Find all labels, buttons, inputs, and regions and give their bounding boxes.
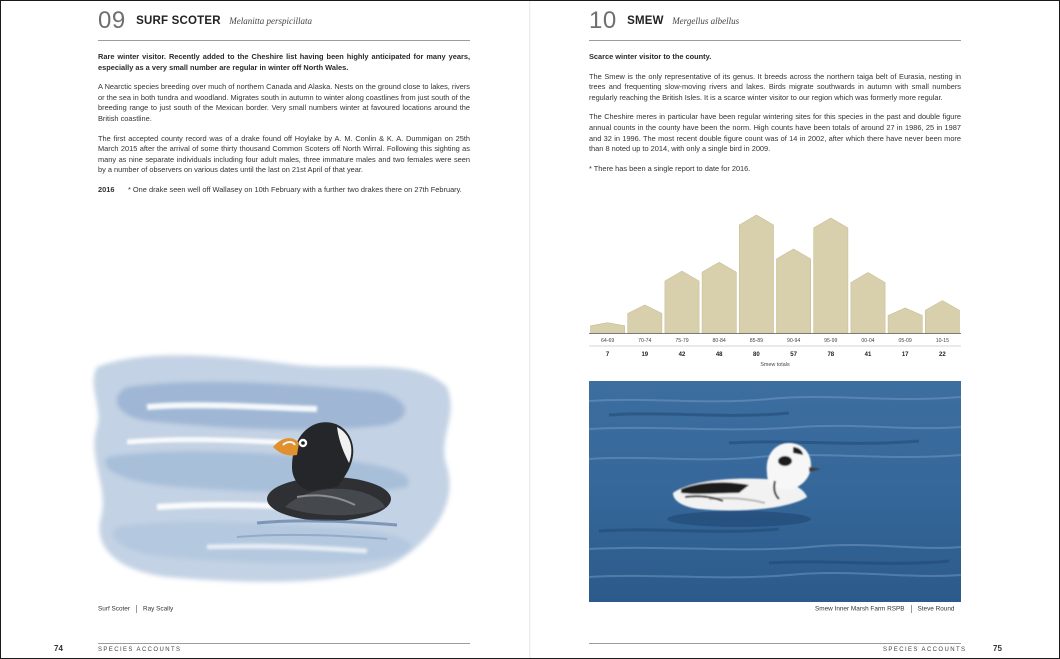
data-label: 17 (901, 352, 909, 358)
scientific-name: Mergellus albellus (672, 16, 740, 26)
page-number: 74 (54, 644, 63, 653)
paragraph: A Nearctic species breeding over much of northern Canada and Alaska. Nests on the ground close to lakes, rivers or the sea in both tundra and woodland. Migrates south in autumn to winter along coastlines from just south of the breeding range to just south of the Mexican border. Very small numbers winter at favoured locations around the British coastline. (98, 82, 470, 123)
x-tick-label: 90-94 (786, 338, 801, 344)
paragraph: The first accepted county record was of a drake found off Hoylake by A. M. Conlin & K. A. Dummigan on 25th March 2015 after the arrival of some thirty thousand Common Scoters off North Wirral. Following this sighting as many as nine separate individuals including four adult males, three immature males and two females were seen by a number of observers on various dates until the last on 21st April of that year. (98, 133, 470, 175)
header-rule (98, 40, 470, 41)
x-tick-label: 75-79 (675, 338, 689, 344)
smew-totals-chart (589, 209, 961, 369)
x-tick-label: 95-99 (824, 338, 838, 344)
species-text (589, 52, 961, 183)
data-label: 78 (827, 352, 835, 358)
caption-separator (911, 605, 912, 613)
x-tick-label: 70-74 (638, 338, 652, 344)
running-footer: SPECIES ACCOUNTS (883, 647, 967, 653)
chart-bar (628, 305, 662, 333)
x-tick-label: 80-84 (712, 338, 726, 344)
caption-species: Smew (815, 605, 833, 613)
running-footer: SPECIES ACCOUNTS (98, 647, 182, 653)
chart-bar (590, 323, 624, 333)
species-number: 09 (98, 7, 126, 34)
caption-species: Surf Scoter (98, 605, 130, 613)
status-summary: Scarce winter visitor to the county. (589, 52, 712, 61)
chart-bar (739, 215, 773, 333)
image-caption (98, 605, 173, 613)
chart-bar (814, 218, 848, 333)
data-label: 22 (939, 352, 946, 358)
chart-bar (665, 271, 699, 333)
status-summary: Rare winter visitor. Recently added to the Cheshire list having been highly anticipated for many years, especially as a very small number are regular in winter off North Wales. (98, 52, 470, 72)
image-caption (815, 605, 954, 613)
x-tick-label: 85-89 (749, 338, 764, 344)
species-name: SURF SCOTER (136, 15, 221, 27)
record-entry (98, 185, 470, 196)
chart-bar (702, 262, 736, 333)
species-header (589, 7, 739, 39)
chart-bar (851, 273, 885, 333)
bar-chart (589, 209, 961, 369)
data-label: 48 (715, 352, 723, 358)
data-label: 57 (790, 352, 797, 358)
left-page (1, 1, 529, 658)
x-axis-label: Smew totals (760, 362, 790, 368)
caption-credit: Ray Scally (142, 605, 174, 613)
x-tick-label: 64-69 (600, 338, 615, 344)
data-label: 19 (641, 352, 649, 358)
paragraph: The Smew is the only representative of its genus. It breeds across the northern taiga belt of Eurasia, nesting in trees and frequenting slow-moving rivers and lakes. Birds migrate southwards in autumn with small numbers regularly reaching the British Isles. It is a scarce winter visitor to our region which was formerly more regular. (589, 71, 961, 102)
caption-credit: Steve Round (917, 605, 955, 613)
caption-location: Inner Marsh Farm RSPB (834, 605, 905, 613)
data-label: 42 (678, 352, 686, 358)
record-text: * One drake seen well off Wallasey on 10th February with a further two drakes there on 27th February. (128, 184, 462, 194)
chart-bar (776, 249, 810, 333)
paragraph: The Cheshire meres in particular have been regular wintering sites for this species in the past and double figure annual counts in the county have been the norm. High counts have been totals of around 27 in 1986, 25 in 1987 and 32 in 1996. The most recent double figure count was of 14 in 2002, after which there have never been more than 8 noted up to 2014, with only a single bird in 2009. (589, 112, 961, 154)
species-header (98, 7, 312, 39)
chart-bar (888, 308, 922, 333)
x-tick-label: 10-15 (935, 338, 950, 344)
page-number: 75 (993, 644, 1002, 653)
x-tick-label: 00-04 (861, 338, 875, 344)
species-number: 10 (589, 7, 617, 34)
species-name: SMEW (627, 15, 664, 27)
smew-photo (589, 381, 961, 602)
surf-scoter-illustration (87, 347, 461, 591)
species-text (98, 52, 470, 196)
x-tick-label: 05-09 (898, 338, 912, 344)
data-label: 80 (753, 352, 760, 358)
scientific-name: Melanitta perspicillata (229, 16, 312, 26)
data-label: 41 (864, 352, 872, 358)
chart-bar (925, 301, 959, 333)
record-year: 2016 (98, 184, 115, 194)
caption-separator (136, 605, 137, 613)
footnote: * There has been a single report to date for 2016. (589, 163, 751, 173)
data-label: 7 (605, 352, 610, 358)
header-rule (589, 40, 961, 41)
